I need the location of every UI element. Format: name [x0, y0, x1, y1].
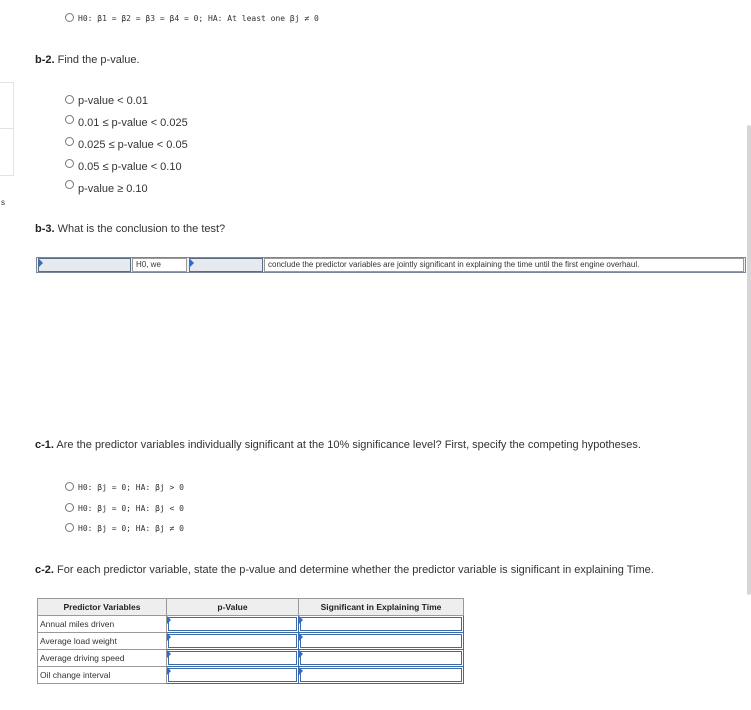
question-b2-label: b-2. — [35, 54, 55, 66]
b2-option-label[interactable]: p-value ≥ 0.10 — [78, 183, 148, 195]
row-variable-name: Average load weight — [38, 633, 167, 650]
question-c2-text: For each predictor variable, state the p-value and determine whether the predictor variable is significant in explaining Time. — [57, 564, 654, 576]
p-value-input[interactable] — [167, 667, 299, 684]
vertical-scrollbar[interactable] — [747, 125, 751, 595]
b2-option-radio[interactable] — [65, 95, 74, 104]
p-value-input[interactable] — [167, 616, 299, 633]
significance-dropdown[interactable] — [299, 650, 464, 667]
pvalue-table — [37, 598, 464, 684]
b3-h0-text: H0, we — [132, 258, 187, 272]
b2-option-radio[interactable] — [65, 180, 74, 189]
c1-option-radio[interactable] — [65, 503, 74, 512]
header-predictor-variables: Predictor Variables — [38, 599, 167, 616]
table-row — [38, 633, 464, 650]
top-fragment-radio[interactable] — [65, 13, 74, 22]
question-b3 — [35, 223, 225, 235]
significance-dropdown[interactable] — [299, 633, 464, 650]
b3-dropdown-conclusion[interactable] — [189, 258, 263, 272]
b2-option-radio[interactable] — [65, 115, 74, 124]
left-panel-fragment — [0, 82, 14, 130]
top-fragment-hypothesis: H0: β1 = β2 = β3 = β4 = 0; HA: At least one βj ≠ 0 — [78, 14, 319, 23]
question-c1-label: c-1. — [35, 439, 54, 451]
c1-option-label[interactable]: H0: βj = 0; HA: βj > 0 — [78, 483, 184, 492]
p-value-input[interactable] — [167, 650, 299, 667]
question-c2-label: c-2. — [35, 564, 54, 576]
header-significant: Significant in Explaining Time — [299, 599, 464, 616]
row-variable-name: Oil change interval — [38, 667, 167, 684]
b2-option-label[interactable]: 0.01 ≤ p-value < 0.025 — [78, 117, 188, 129]
c1-option-radio[interactable] — [65, 523, 74, 532]
b2-option-label[interactable]: 0.025 ≤ p-value < 0.05 — [78, 139, 188, 151]
p-value-input[interactable] — [167, 633, 299, 650]
table-row — [38, 650, 464, 667]
question-c2 — [35, 564, 654, 576]
table-row — [38, 616, 464, 633]
significance-dropdown[interactable] — [299, 616, 464, 633]
header-p-value: p-Value — [167, 599, 299, 616]
question-b3-label: b-3. — [35, 223, 55, 235]
c1-option-label[interactable]: H0: βj = 0; HA: βj < 0 — [78, 504, 184, 513]
table-header-row — [38, 599, 464, 616]
question-b2 — [35, 54, 140, 66]
b3-conclusion-text: conclude the predictor variables are jointly significant in explaining the time until the first engine overhaul. — [264, 258, 744, 272]
row-variable-name: Average driving speed — [38, 650, 167, 667]
b2-option-radio[interactable] — [65, 159, 74, 168]
c1-option-radio[interactable] — [65, 482, 74, 491]
b2-option-radio[interactable] — [65, 137, 74, 146]
left-panel-letter: s — [1, 198, 5, 207]
question-c1 — [35, 439, 641, 451]
left-panel-fragment — [0, 128, 14, 176]
row-variable-name: Annual miles driven — [38, 616, 167, 633]
b2-option-label[interactable]: 0.05 ≤ p-value < 0.10 — [78, 161, 182, 173]
c1-option-label[interactable]: H0: βj = 0; HA: βj ≠ 0 — [78, 524, 184, 533]
question-b3-text: What is the conclusion to the test? — [57, 223, 226, 235]
significance-dropdown[interactable] — [299, 667, 464, 684]
table-row — [38, 667, 464, 684]
b2-option-label[interactable]: p-value < 0.01 — [78, 95, 149, 107]
question-b2-text: Find the p-value. — [57, 54, 140, 66]
b3-dropdown-decision[interactable] — [38, 258, 131, 272]
question-c1-text: Are the predictor variables individually significant at the 10% significance level? First, specify the competing hypotheses. — [56, 439, 641, 451]
